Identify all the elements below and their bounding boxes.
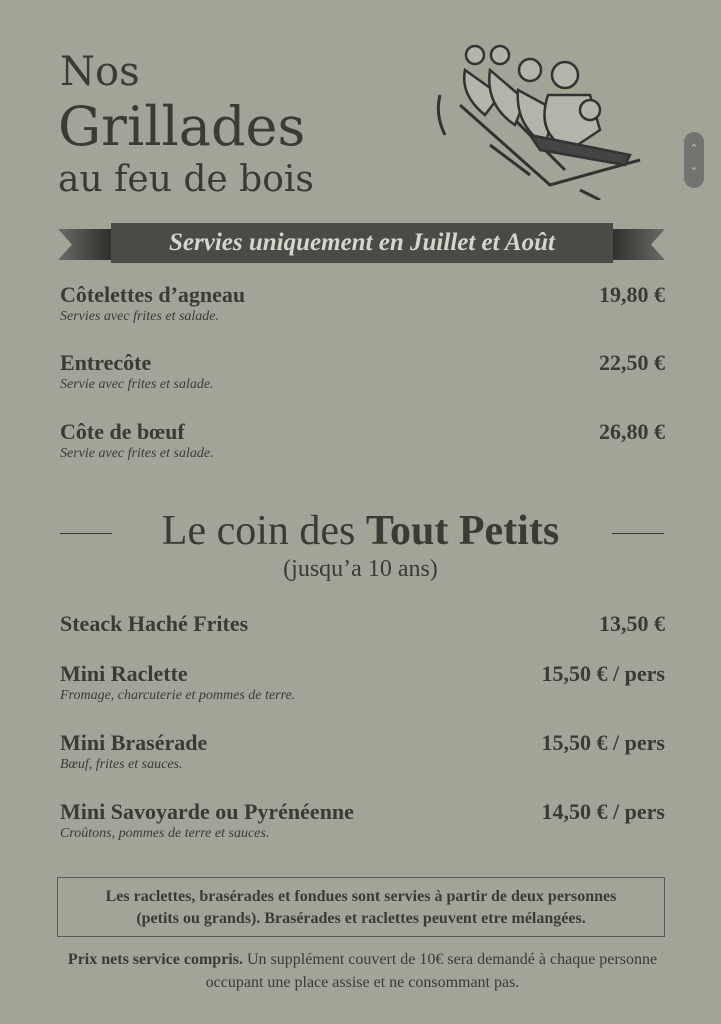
section-subtitle: (jusqu’a 10 ans) xyxy=(283,556,438,582)
item-price: 15,50 € / pers xyxy=(541,661,665,686)
item-name: Entrecôte xyxy=(60,350,152,375)
footer-bold: Prix nets service compris. xyxy=(67,951,243,968)
item-name: Mini Raclette xyxy=(60,661,188,686)
item-name: Mini Savoyarde ou Pyrénéenne xyxy=(60,799,354,824)
item-desc: Servies avec frites et salade. xyxy=(60,309,220,324)
banner-text: Servies uniquement en Juillet et Août xyxy=(111,223,613,263)
title-line-3: au feu de bois xyxy=(58,159,314,200)
info-line-1: Les raclettes, brasérades et fondues sont servies à partir de deux personnes xyxy=(105,888,617,905)
item-name: Mini Brasérade xyxy=(60,730,208,755)
section-title-b: Tout Petits xyxy=(365,508,560,554)
item-price: 19,80 € xyxy=(599,282,665,307)
item-desc: Servie avec frites et salade. xyxy=(60,377,214,392)
info-box xyxy=(57,877,665,937)
section-title-a: Le coin des xyxy=(161,508,366,554)
bobsleigh-icon xyxy=(430,35,665,200)
footer-text: Un supplément couvert de 10€ sera demandé à chaque personne occupant une place assise et ne consommant pas. xyxy=(205,951,658,991)
item-name: Steack Haché Frites xyxy=(60,611,249,636)
menu-item xyxy=(60,419,665,463)
item-price: 13,50 € xyxy=(599,611,665,636)
scroll-up-icon[interactable]: ⌃ xyxy=(689,142,699,155)
item-price: 26,80 € xyxy=(599,419,665,444)
item-price: 14,50 € / pers xyxy=(541,799,665,824)
title-line-2: Grillades xyxy=(58,95,306,158)
ribbon-tail-left xyxy=(58,229,112,260)
ribbon-tail-right xyxy=(611,229,665,260)
item-price: 15,50 € / pers xyxy=(541,730,665,755)
item-desc: Servie avec frites et salade. xyxy=(60,446,214,461)
menu-item xyxy=(60,799,665,843)
item-desc: Croûtons, pommes de terre et sauces. xyxy=(60,826,270,841)
menu-item xyxy=(60,611,665,637)
item-price: 22,50 € xyxy=(599,350,665,375)
item-desc: Fromage, charcuterie et pommes de terre. xyxy=(60,688,296,703)
menu-item xyxy=(60,661,665,705)
item-name: Côte de bœuf xyxy=(60,419,185,444)
season-banner xyxy=(58,223,665,263)
title-line-1: Nos xyxy=(60,49,140,95)
section-title xyxy=(0,505,721,557)
scroll-control[interactable] xyxy=(684,132,704,188)
info-line-2: (petits ou grands). Brasérades et raclettes peuvent etre mélangées. xyxy=(136,910,586,927)
menu-item xyxy=(60,730,665,774)
item-name: Côtelettes d’agneau xyxy=(60,282,246,307)
item-desc: Bœuf, frites et sauces. xyxy=(60,757,183,772)
menu-item xyxy=(60,282,665,326)
menu-item xyxy=(60,350,665,394)
footer-note xyxy=(60,948,665,994)
scroll-down-icon[interactable]: ⌄ xyxy=(689,160,699,173)
